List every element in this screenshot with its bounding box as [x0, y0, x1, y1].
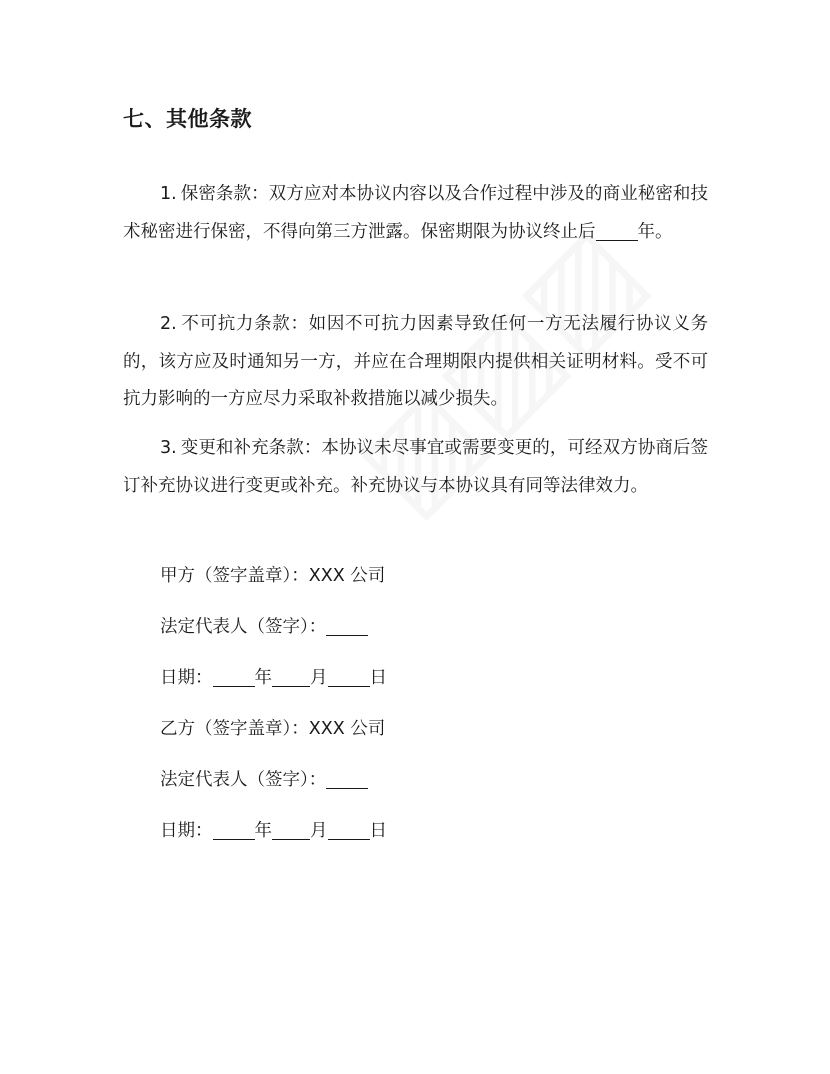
- party-b-year-blank: [213, 819, 255, 840]
- party-b-rep-blank: [326, 768, 368, 789]
- party-b-signature-line: [160, 717, 385, 741]
- party-b-month: 月: [310, 821, 328, 841]
- party-a-year-blank: [213, 666, 255, 687]
- party-a-rep-blank: [326, 615, 368, 636]
- party-a-month: 月: [310, 668, 328, 688]
- party-a-label: 甲方（签字盖章）：: [160, 566, 309, 586]
- party-a-signature-line: [160, 564, 385, 588]
- clause-amendment: [123, 430, 708, 505]
- section-title: 七、其他条款: [123, 107, 252, 131]
- clause-text: 变更和补充条款：本协议未尽事宜或需要变更的，可经双方协商后签订补充协议进行变更或补充。补充协议与本协议具有同等法律效力。: [123, 438, 708, 496]
- party-a-date-label: 日期：: [160, 668, 213, 688]
- blank-line: [596, 220, 638, 241]
- party-b-year: 年: [254, 821, 272, 841]
- party-b-month-blank: [272, 819, 310, 840]
- party-a-date-line: [160, 666, 387, 690]
- party-b-day: 日: [369, 821, 387, 841]
- party-b-day-blank: [328, 819, 370, 840]
- party-b-rep-label: 法定代表人（签字）：: [160, 770, 327, 790]
- party-a-year: 年: [254, 668, 272, 688]
- party-a-rep-label: 法定代表人（签字）：: [160, 617, 327, 637]
- party-b-date-label: 日期：: [160, 821, 213, 841]
- party-b-representative-line: [160, 768, 368, 792]
- party-a-value: XXX 公司: [308, 566, 386, 586]
- party-a-representative-line: [160, 615, 368, 639]
- clause-number: 1.: [160, 184, 177, 204]
- party-b-label: 乙方（签字盖章）：: [160, 719, 309, 739]
- clause-confidentiality: [123, 176, 708, 251]
- clause-text: 不可抗力条款：如因不可抗力因素导致任何一方无法履行协议义务的，该方应及时通知另一方，并应在合理期限内提供相关证明材料。受不可抗力影响的一方应尽力采取补救措施以减少损失。: [123, 314, 708, 409]
- clause-suffix: 年。: [637, 221, 673, 242]
- clause-force-majeure: [123, 306, 708, 419]
- party-a-day-blank: [328, 666, 370, 687]
- clause-number: 2.: [160, 314, 177, 334]
- party-b-value: XXX 公司: [308, 719, 386, 739]
- party-a-day: 日: [369, 668, 387, 688]
- clause-number: 3.: [160, 438, 177, 458]
- party-b-date-line: [160, 819, 387, 843]
- clause-text: 保密条款：双方应对本协议内容以及合作过程中涉及的商业秘密和技术秘密进行保密，不得向第三方泄露。保密期限为协议终止后: [123, 184, 708, 242]
- party-a-month-blank: [272, 666, 310, 687]
